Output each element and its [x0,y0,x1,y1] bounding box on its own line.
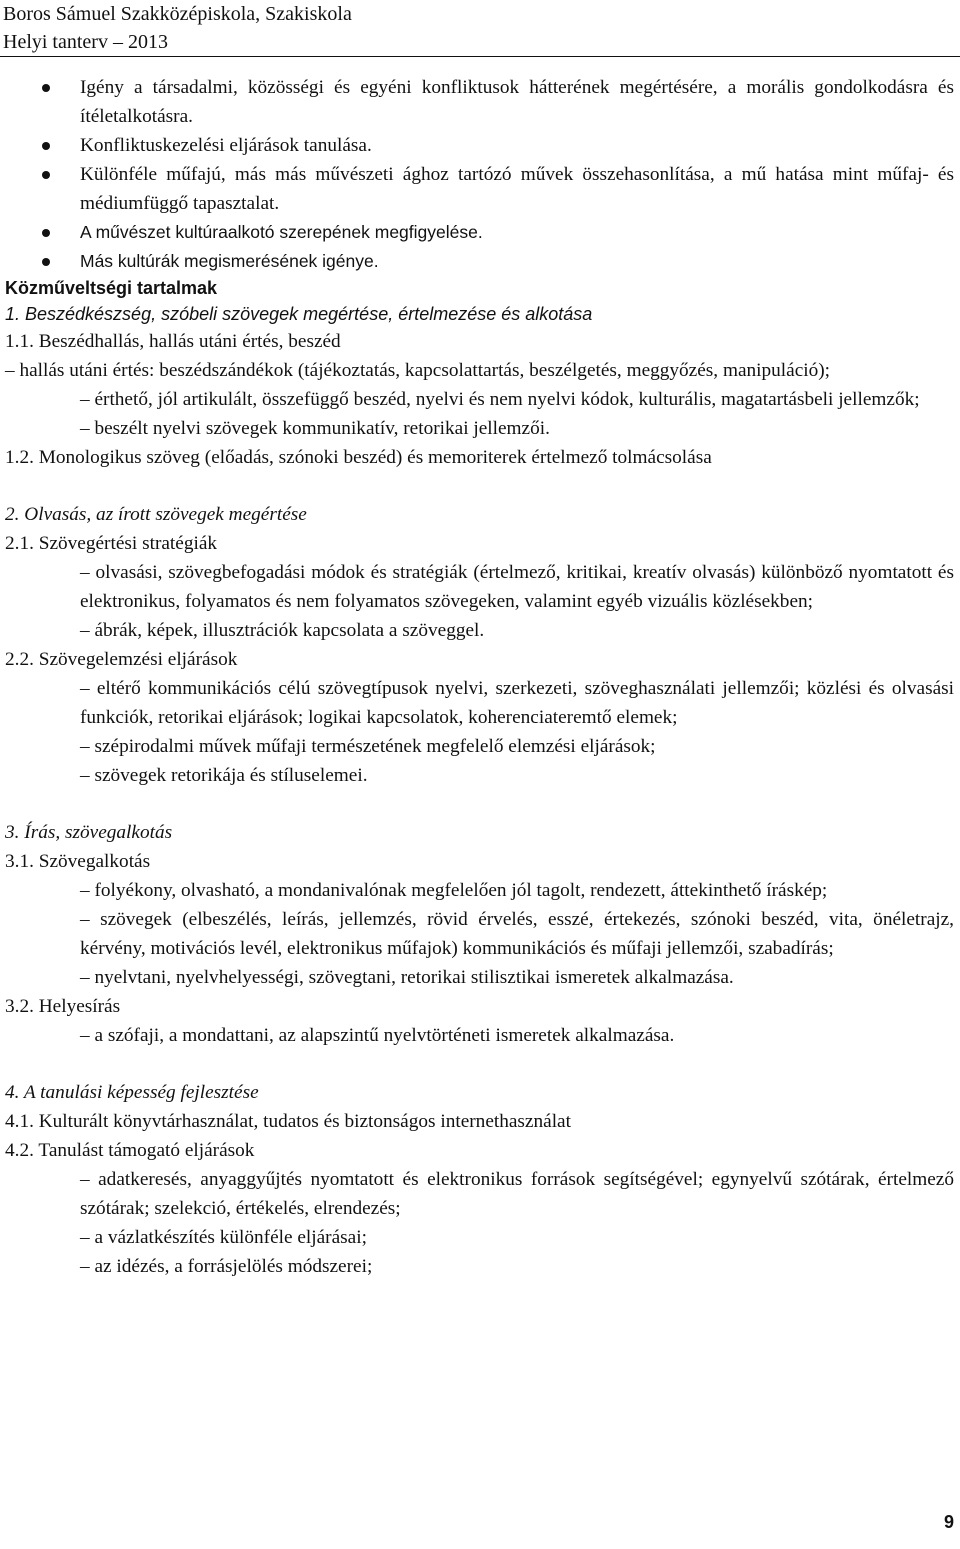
document-body [5,73,954,1281]
subsection-title-1-1: 1.1. Beszédhallás, hallás utáni értés, beszéd [5,331,341,352]
page-number: 9 [943,1512,954,1532]
section-title-4: 4. A tanulási képesség fejlesztése [5,1082,259,1103]
bullet-icon [42,258,50,266]
dash-item: – adatkeresés, anyaggyűjtés nyomtatott és elektronikus források segítségével; egynyelvű szótárak, értelmező szótárak; szelekció, értékelés, elrendezés; [80,1169,954,1219]
bullet-icon [42,171,50,179]
school-name: Boros Sámuel Szakközépiskola, Szakiskola [3,3,352,25]
dash-item: – szövegek (elbeszélés, leírás, jellemzés, rövid érvelés, esszé, értekezés, szónoki beszéd, vita, önéletrajz, kérvény, motivációs levél, elektronikus műfajok) kommunikációs és műfaji jellemzői, szabadírás; [80,909,954,959]
list-item: Igény a társadalmi, közösségi és egyéni konfliktusok hátterének megértésére, a morális gondolkodásra és ítéletalkotásra. [5,73,954,131]
subsection-title-4-1: 4.1. Kulturált könyvtárhasználat, tudatos és biztonságos internethasználat [5,1111,571,1132]
bullet-icon [42,142,50,150]
dash-item: – folyékony, olvasható, a mondanivalónak megfelelően jól tagolt, rendezett, áttekinthető íráskép; [80,880,828,901]
subsection-title-4-2: 4.2. Tanulást támogató eljárások [5,1140,255,1161]
dash-item: – nyelvtani, nyelvhelyességi, szövegtani, retorikai stilisztikai ismeretek alkalmazása. [80,967,734,988]
page-header [3,0,352,56]
list-item: A művészet kultúraalkotó szerepének megfigyelése. [5,218,954,247]
header-divider [0,56,960,57]
dash-item: – beszélt nyelvi szövegek kommunikatív, retorikai jellemzői. [80,418,550,439]
dash-item: – érthető, jól artikulált, összefüggő beszéd, nyelvi és nem nyelvi kódok, kulturális, magatartásbeli jellemzők; [80,389,920,410]
dash-item: – szépirodalmi művek műfaji természetének megfelelő elemzési eljárások; [80,736,656,757]
dash-item: – a vázlatkészítés különféle eljárásai; [80,1227,367,1248]
list-item: Más kultúrák megismerésének igénye. [5,247,954,276]
bullet-icon [42,229,50,237]
section-title-2: 2. Olvasás, az írott szövegek megértése [5,504,307,525]
subsection-title-2-2: 2.2. Szövegelemzési eljárások [5,649,238,670]
curriculum-label: Helyi tanterv – 2013 [3,31,168,53]
dash-item: – eltérő kommunikációs célú szövegtípusok nyelvi, szerkezeti, szöveghasználati jellemzői; közlési és olvasási funkciók, retorikai eljárások; logikai kapcsolatok, koherenciateremtő elemek; [80,678,954,728]
spacer [5,1050,954,1078]
bullet-icon [42,84,50,92]
dash-item: – a szófaji, a mondattani, az alapszintű nyelvtörténeti ismeretek alkalmazása. [80,1025,675,1046]
spacer [5,790,954,818]
bullet-list [5,73,954,276]
dash-item: – olvasási, szövegbefogadási módok és stratégiák (értelmező, kritikai, kreatív olvasás) különböző nyomtatott és elektronikus, folyamatos és nem folyamatos szövegeken, valamint egyéb vizuális közlésekben; [80,562,954,612]
subsection-title-3-2: 3.2. Helyesírás [5,996,121,1017]
subsection-title-1-2: 1.2. Monologikus szöveg (előadás, szónoki beszéd) és memoriterek értelmező tolmácsolása [5,447,712,468]
dash-item: – hallás utáni értés: beszédszándékok (tájékoztatás, kapcsolattartás, beszélgetés, meggyőzés, manipuláció); [5,360,831,381]
dash-item: – ábrák, képek, illusztrációk kapcsolata a szöveggel. [80,620,485,641]
dash-item: – az idézés, a forrásjelölés módszerei; [80,1256,373,1277]
section-title-1: 1. Beszédkészség, szóbeli szövegek megértése, értelmezése és alkotása [5,304,593,324]
dash-item: – szövegek retorikája és stíluselemei. [80,765,368,786]
list-item: Konfliktuskezelési eljárások tanulása. [5,131,954,160]
list-item: Különféle műfajú, más más művészeti ághoz tartózó művek összehasonlítása, a mű hatása mint műfaj- és médiumfüggő tapasztalat. [5,160,954,218]
spacer [5,472,954,500]
section-title-3: 3. Írás, szövegalkotás [5,822,173,843]
subsection-title-2-1: 2.1. Szövegértési stratégiák [5,533,218,554]
section-heading: Közműveltségi tartalmak [5,278,218,298]
subsection-title-3-1: 3.1. Szövegalkotás [5,851,151,872]
